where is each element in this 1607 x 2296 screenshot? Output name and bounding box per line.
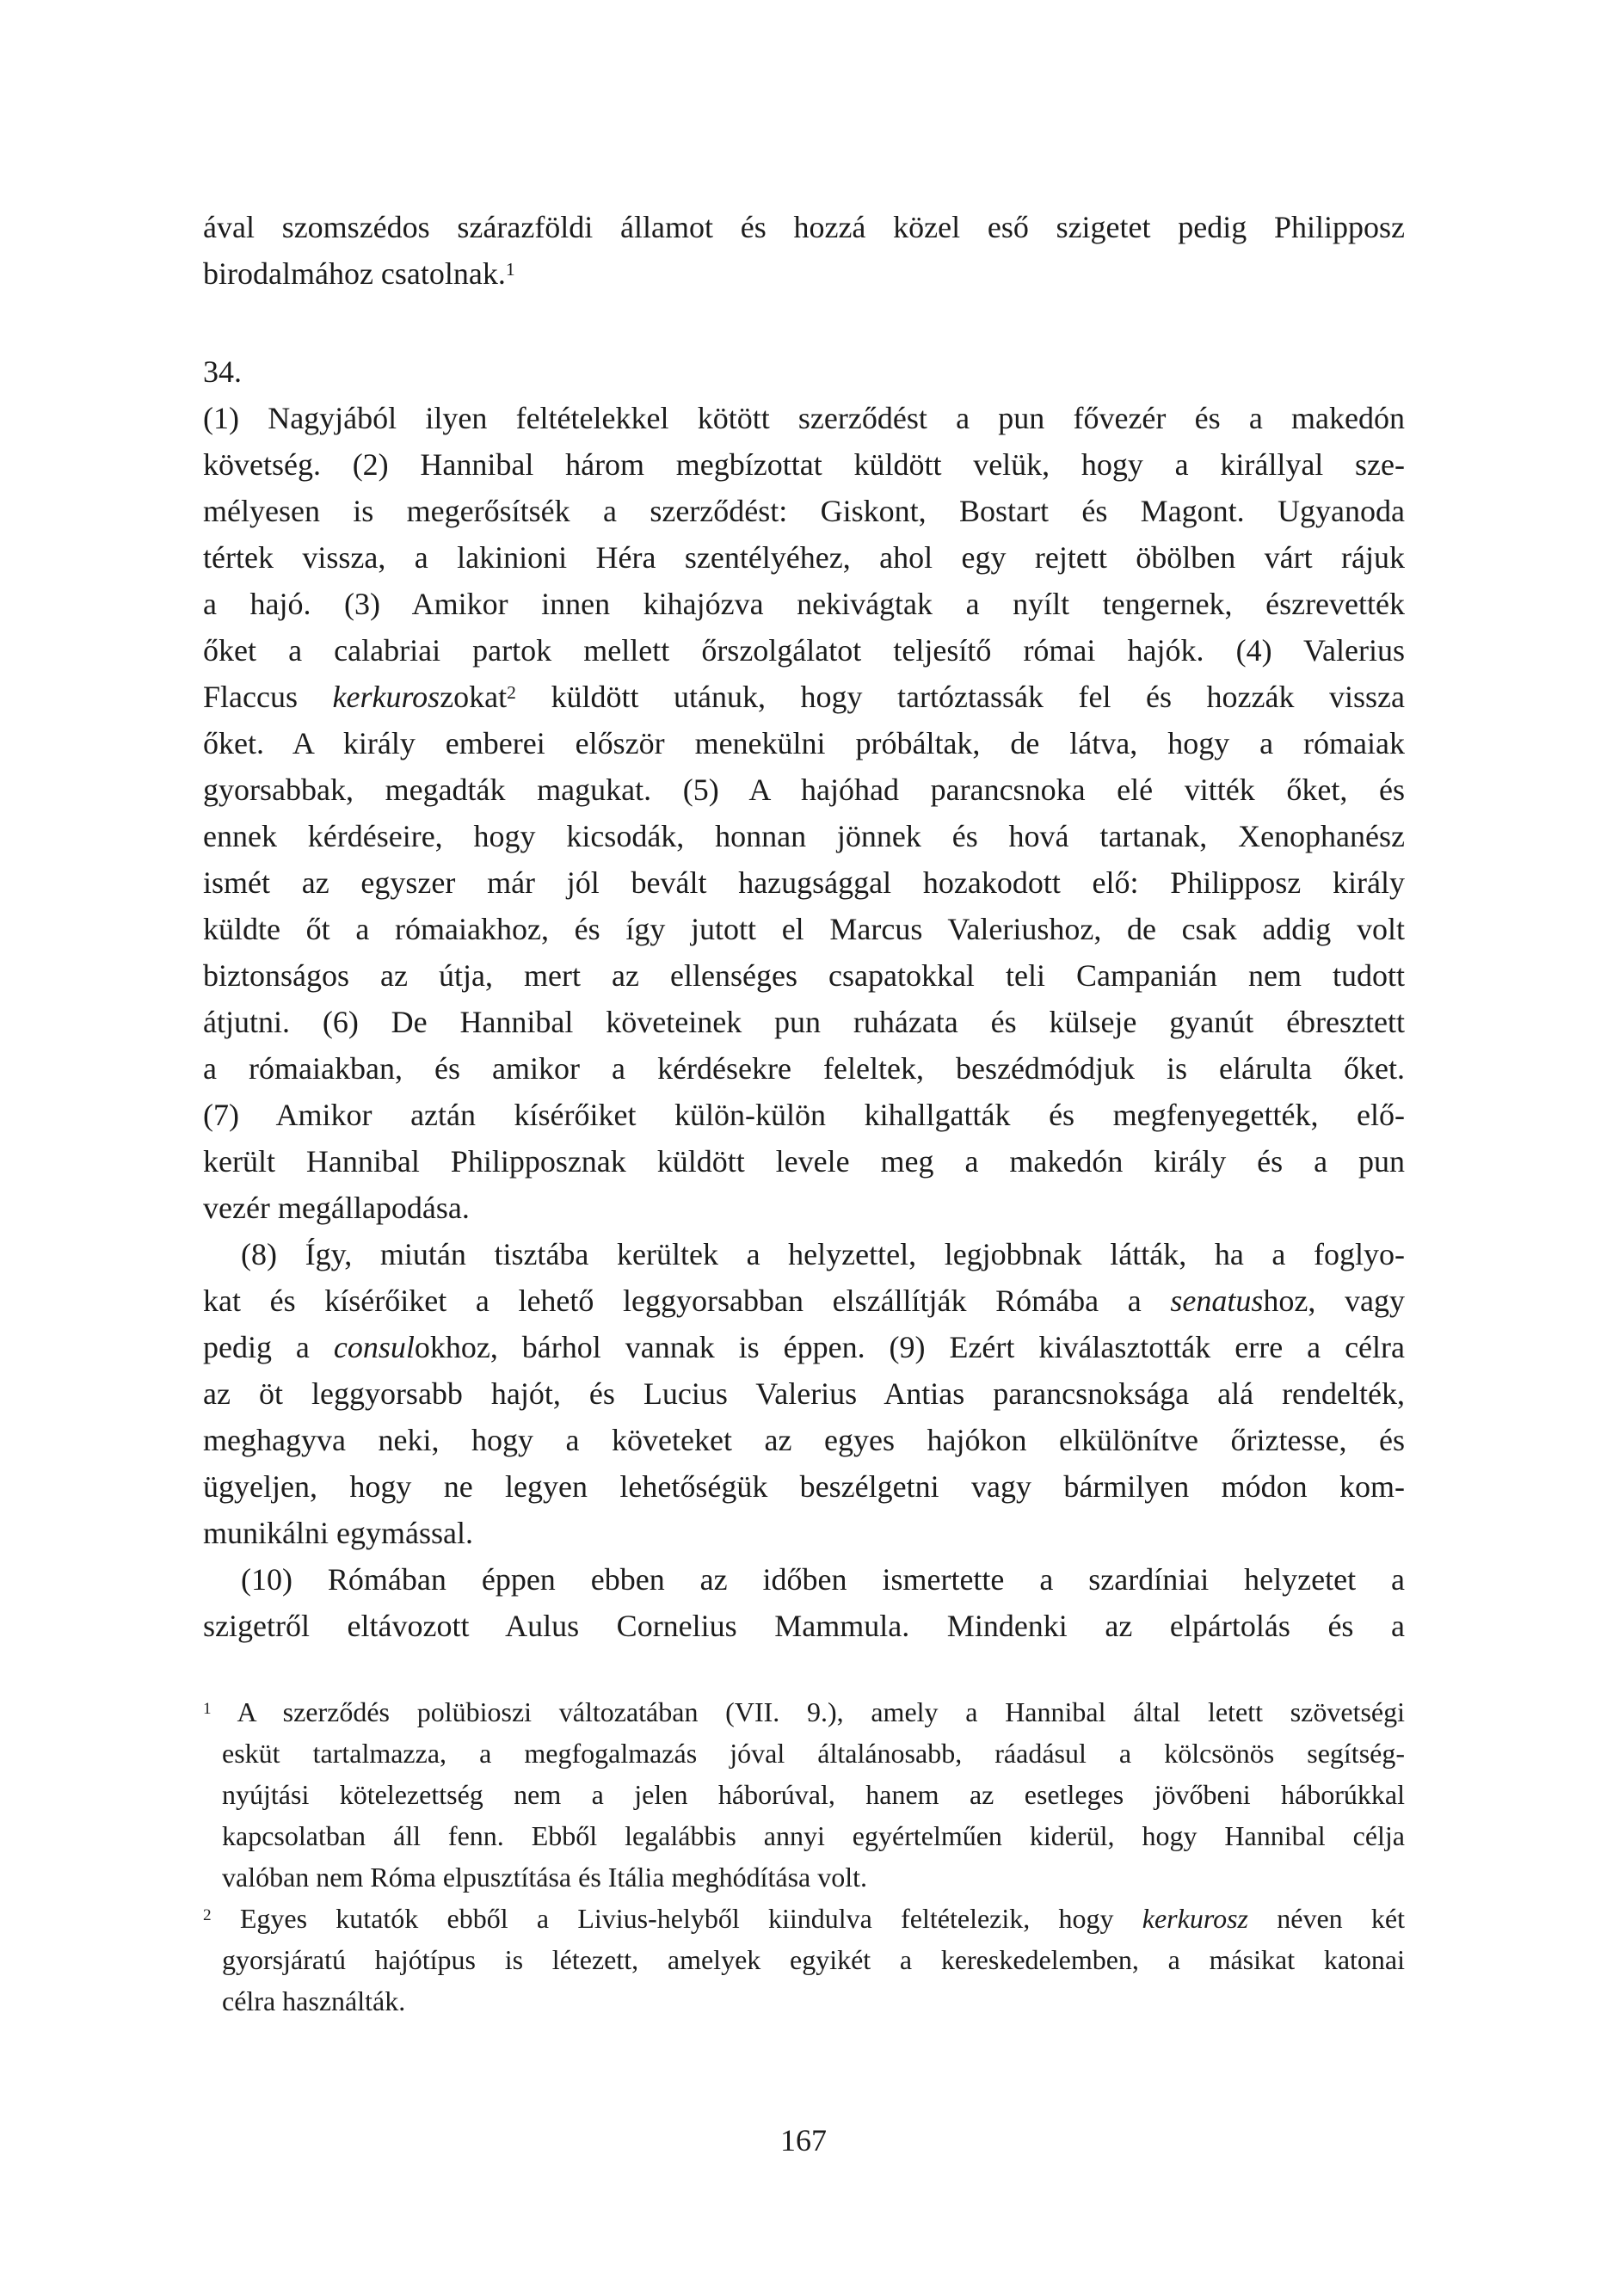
text-line: [203, 1370, 1405, 1417]
text-line: [203, 1185, 1405, 1231]
text-run: ennek kérdéseire, hogy kicsodák, honnan jönnek és hová tartanak, Xenophanész: [203, 819, 1405, 853]
footnote-reference: 1: [505, 259, 515, 280]
text-run: gyorsjáratú hajótípus is létezett, amelyek egyikét a kereskedelemben, a másikat katonai: [222, 1944, 1405, 1975]
text-line: [203, 1691, 1405, 1733]
text-run: pedig a: [203, 1330, 334, 1364]
text-line: [203, 581, 1405, 627]
text-line: [203, 766, 1405, 813]
text-run: mélyesen is megerősítsék a szerződést: Giskont, Bostart és Magont. Ugyanoda: [203, 494, 1405, 528]
text-line: [203, 1733, 1405, 1774]
text-line: [203, 1092, 1405, 1138]
text-line: [203, 859, 1405, 906]
text-run: zokat: [440, 680, 508, 714]
text-line: [203, 1138, 1405, 1185]
footnote-reference: 2: [203, 1906, 212, 1925]
text-run: biztonságos az útja, mert az ellenséges csapatokkal teli Campanián nem tudott: [203, 958, 1405, 993]
text-line: [203, 1556, 1405, 1603]
italic-term: consul: [333, 1330, 415, 1364]
text-line: [203, 395, 1405, 441]
page-text-block: [203, 204, 1405, 2022]
text-line: [203, 1277, 1405, 1324]
text-run: A szerződés polübioszi változatában (VII. 9.), amely a Hannibal által letett szövetségi: [211, 1696, 1405, 1727]
text-run: küldte őt a rómaiakhoz, és így jutott el Marcus Valeriushoz, de csak addig volt: [203, 912, 1405, 946]
text-line: [203, 488, 1405, 534]
paragraph-3: [203, 1556, 1405, 1649]
text-run: (10) Rómában éppen ebben az időben ismertette a szardíniai helyzetet a: [241, 1562, 1405, 1597]
text-run: tértek vissza, a lakinioni Héra szentélyéhez, ahol egy rejtett öbölben várt rájuk: [203, 540, 1405, 575]
text-line: [203, 1510, 1405, 1556]
text-line: [203, 674, 1405, 720]
text-run: a rómaiakban, és amikor a kérdésekre feleltek, beszédmódjuk is elárulta őket.: [203, 1051, 1405, 1086]
text-line: [203, 952, 1405, 999]
text-line: [203, 1603, 1405, 1649]
text-run: célra használták.: [222, 1985, 406, 2016]
text-line: [203, 1463, 1405, 1510]
text-line: [203, 906, 1405, 952]
paragraph-1: [203, 395, 1405, 1231]
text-line: [203, 1980, 1405, 2022]
text-run: került Hannibal Philipposznak küldött levele meg a makedón király és a pun: [203, 1144, 1405, 1179]
text-run: munikálni egymással.: [203, 1516, 473, 1550]
text-run: küldött utánuk, hogy tartóztassák fel és hozzák vissza: [515, 680, 1405, 714]
text-line: [203, 204, 1405, 250]
text-line: [203, 627, 1405, 674]
footnote-2: [203, 1898, 1405, 2022]
text-run: valóban nem Róma elpusztítása és Itália meghódítása volt.: [222, 1862, 868, 1893]
text-run: őket a calabriai partok mellett őrszolgálatot teljesítő római hajók. (4) Valerius: [203, 633, 1405, 668]
text-line: [203, 1417, 1405, 1463]
text-line: [203, 1856, 1405, 1898]
text-run: őket. A király emberei először menekülni próbáltak, de látva, hogy a rómaiak: [203, 726, 1405, 760]
text-line: [203, 534, 1405, 581]
text-run: Egyes kutatók ebből a Livius-helyből kiindulva feltételezik, hogy: [211, 1903, 1142, 1934]
text-run: gyorsabbak, megadták magukat. (5) A hajóhad parancsnoka elé vitték őket, és: [203, 773, 1405, 807]
text-line: [203, 441, 1405, 488]
text-line: [203, 1045, 1405, 1092]
footnote-reference: 2: [507, 682, 516, 704]
text-line: [203, 999, 1405, 1045]
opening-paragraph: [203, 204, 1405, 297]
text-run: Flaccus: [203, 680, 333, 714]
text-run: vezér megállapodása.: [203, 1191, 470, 1225]
text-run: néven két: [1248, 1903, 1406, 1934]
text-line: [203, 1774, 1405, 1815]
text-line: [203, 1898, 1405, 1939]
text-run: átjutni. (6) De Hannibal követeinek pun ruházata és külseje gyanút ébresztett: [203, 1005, 1405, 1039]
text-line: [203, 720, 1405, 766]
text-run: hoz, vagy: [1263, 1283, 1405, 1318]
text-run: (8) Így, miután tisztába kerültek a helyzettel, legjobbnak látták, ha a foglyo-: [241, 1237, 1405, 1271]
page-number: 167: [780, 2123, 827, 2158]
text-line: [203, 1231, 1405, 1277]
italic-term: kerkurosz: [1142, 1903, 1248, 1934]
text-run: okhoz, bárhol vannak is éppen. (9) Ezért kiválasztották erre a célra: [414, 1330, 1405, 1364]
paragraph-2: [203, 1231, 1405, 1556]
text-run: követség. (2) Hannibal három megbízottat küldött velük, hogy a királlyal sze-: [203, 447, 1405, 482]
italic-term: kerkuros: [332, 680, 440, 714]
text-run: a hajó. (3) Amikor innen kihajózva nekivágtak a nyílt tengernek, észrevették: [203, 587, 1405, 621]
text-run: esküt tartalmazza, a megfogalmazás jóval általánosabb, ráadásul a kölcsönös segítség-: [222, 1738, 1405, 1769]
text-run: (7) Amikor aztán kísérőiket külön-külön kihallgatták és megfenyegették, elő-: [203, 1098, 1405, 1132]
text-line: [203, 813, 1405, 859]
text-run: meghagyva neki, hogy a követeket az egyes hajókon elkülönítve őriztesse, és: [203, 1423, 1405, 1457]
text-run: (1) Nagyjából ilyen feltételekkel kötött szerződést a pun fővezér és a makedón: [203, 401, 1405, 435]
footnote-1: [203, 1691, 1405, 1898]
footnote-reference: 1: [203, 1700, 212, 1719]
text-run: ismét az egyszer már jól bevált hazugsággal hozakodott elő: Philipposz király: [203, 865, 1405, 900]
text-run: az öt leggyorsabb hajót, és Lucius Valerius Antias parancsnoksága alá rendelték,: [203, 1376, 1405, 1411]
section-number: 34.: [203, 354, 242, 389]
text-run: kapcsolatban áll fenn. Ebből legalábbis annyi egyértelműen kiderül, hogy Hannibal célja: [222, 1820, 1405, 1851]
text-run: birodalmához csatolnak.: [203, 256, 506, 291]
text-run: nyújtási kötelezettség nem a jelen háborúval, hanem az esetleges jövőbeni háborúkkal: [222, 1779, 1405, 1810]
text-run: kat és kísérőiket a lehető leggyorsabban elszállítják Rómába a: [203, 1283, 1171, 1318]
text-line: [203, 1815, 1405, 1856]
text-line: [203, 1324, 1405, 1370]
italic-term: senatus: [1170, 1283, 1264, 1318]
text-run: ával szomszédos szárazföldi államot és hozzá közel eső szigetet pedig Philipposz: [203, 210, 1405, 244]
text-line: [203, 1939, 1405, 1980]
text-run: ügyeljen, hogy ne legyen lehetőségük beszélgetni vagy bármilyen módon kom-: [203, 1469, 1405, 1504]
text-run: szigetről eltávozott Aulus Cornelius Mammula. Mindenki az elpártolás és a: [203, 1609, 1405, 1643]
footnotes-section: [203, 1691, 1405, 2022]
text-line: [203, 250, 1405, 297]
